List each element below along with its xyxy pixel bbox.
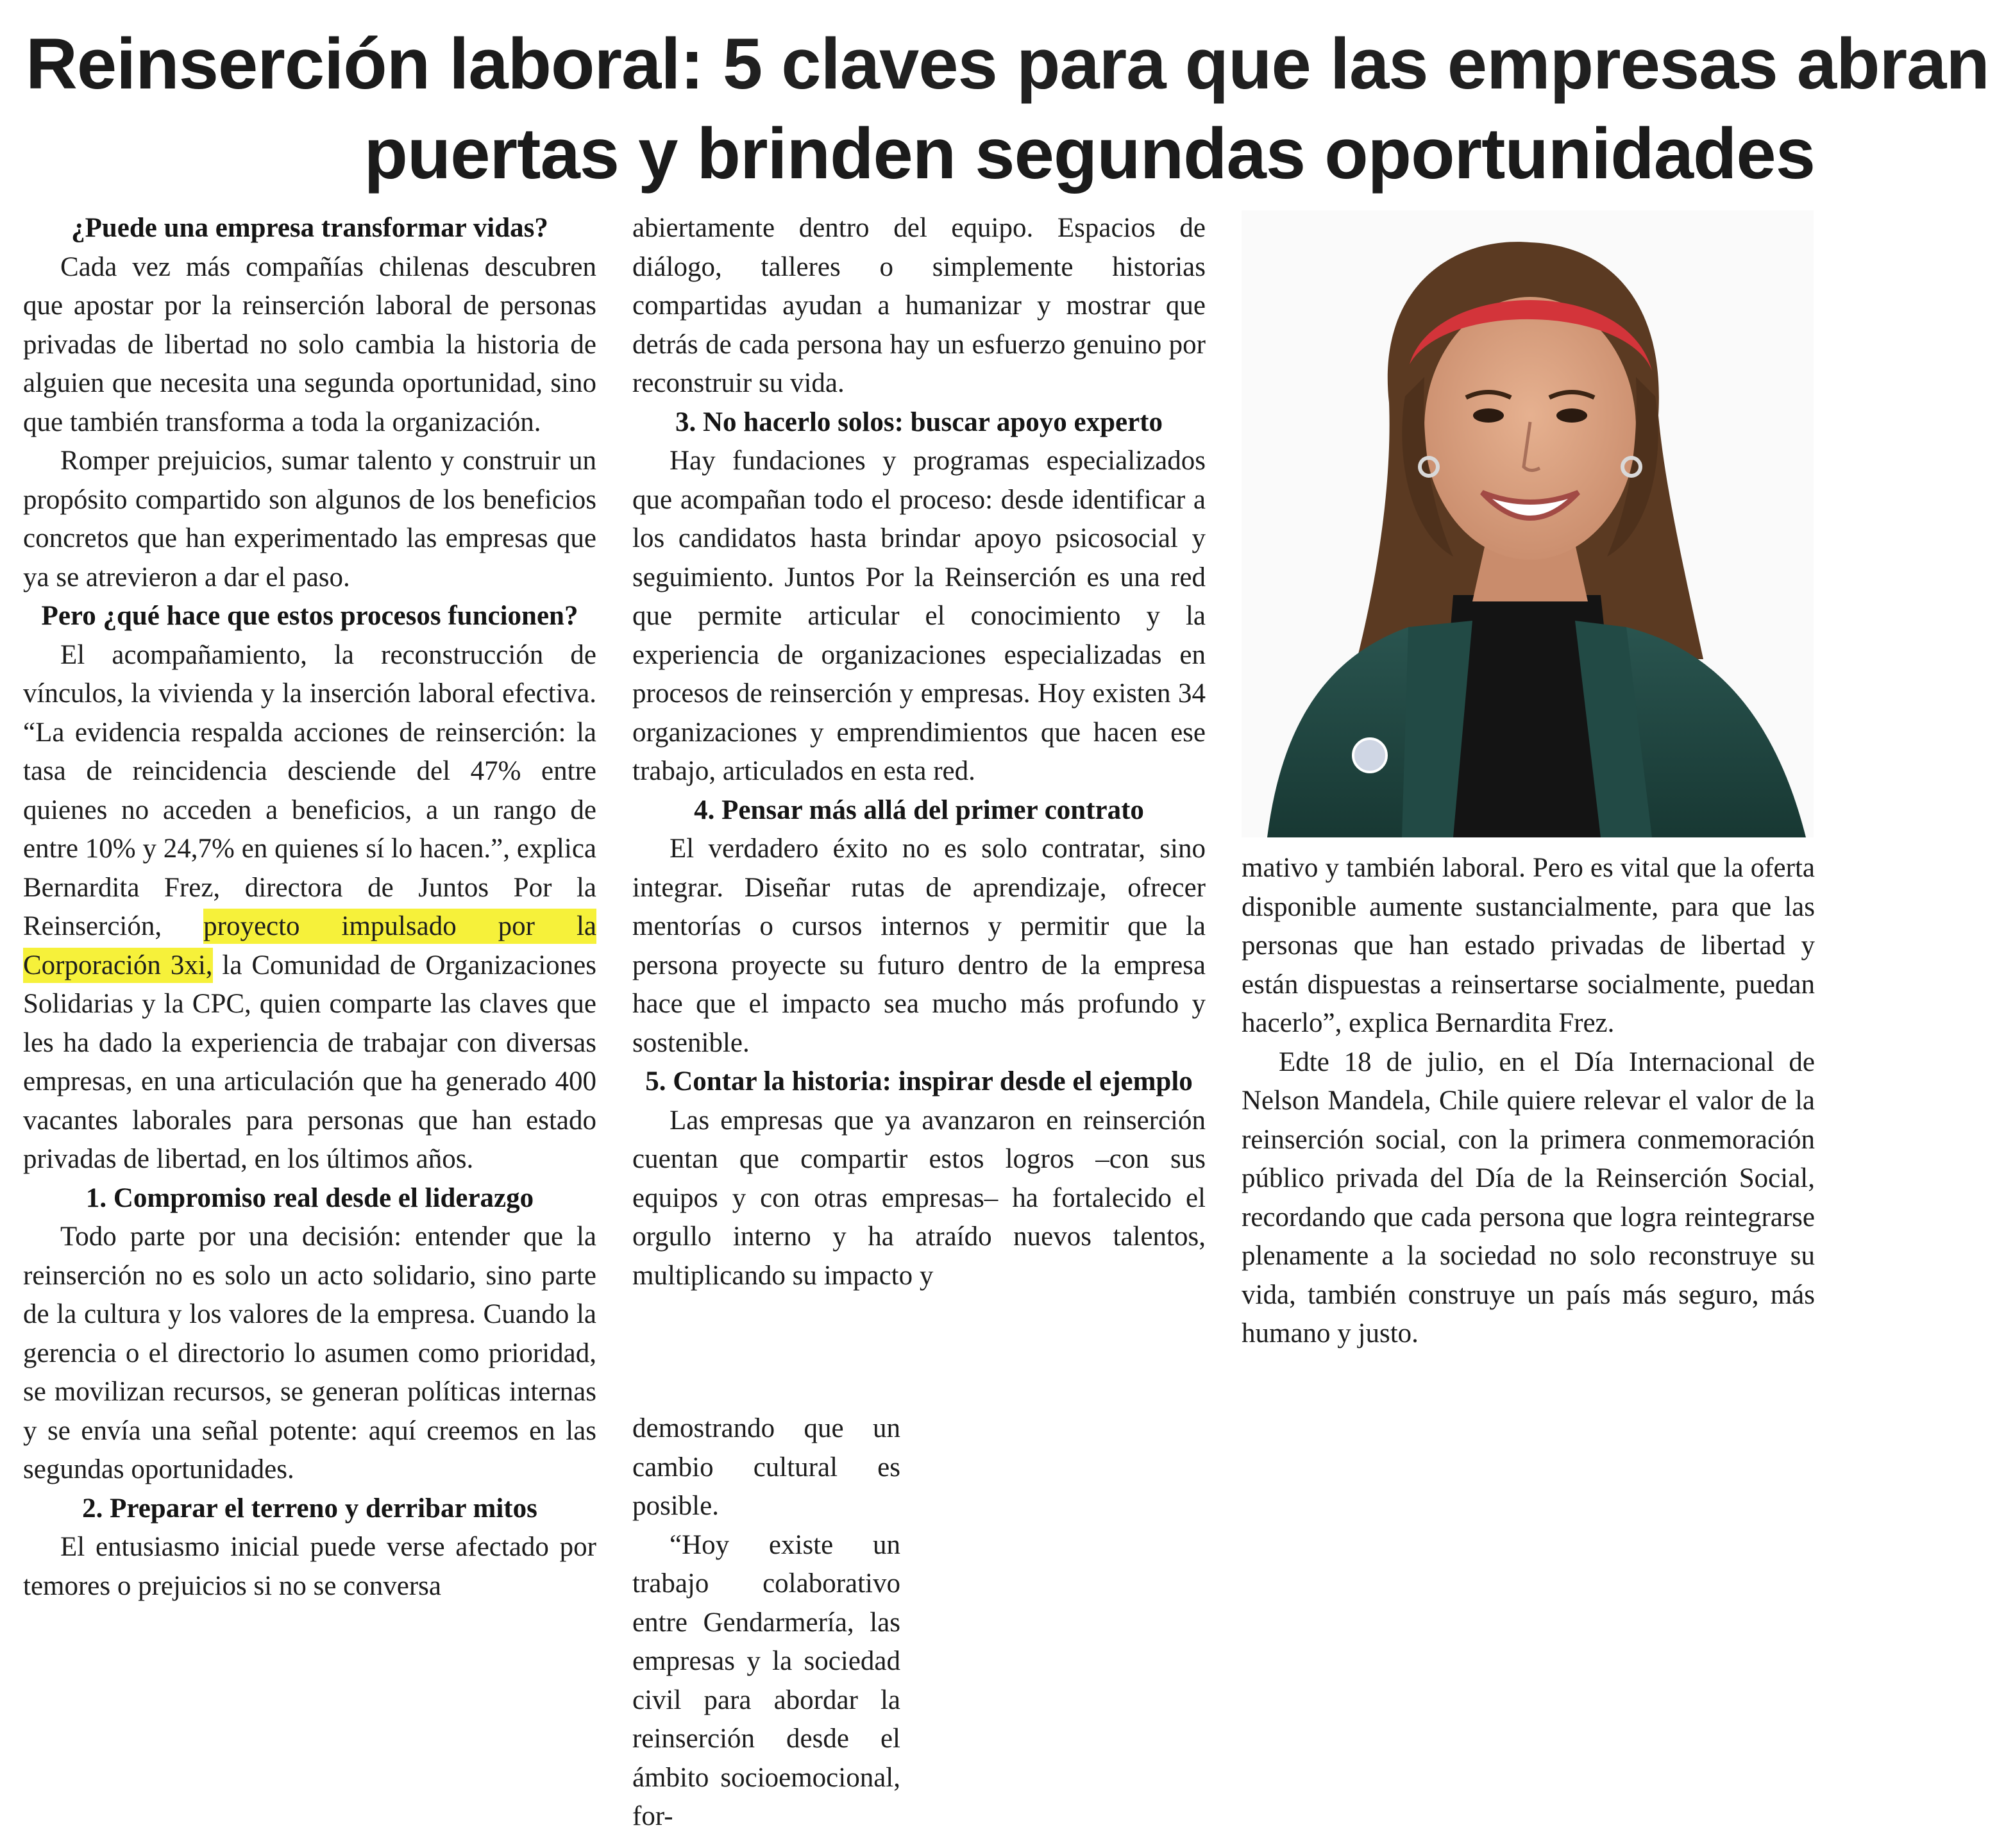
paragraph: “Hoy existe un trabajo colaborativo entre Gendarmería, las empresas y la sociedad civil para abordar la reinserción desde el ámbito socioemocional, for- (632, 1529, 900, 1831)
subheading-key-5: 5. Contar la historia: inspirar desde el ejemplo (645, 1066, 1193, 1096)
article-headline (26, 19, 1989, 199)
subheading-key-2: 2. Preparar el terreno y derribar mitos (82, 1493, 537, 1524)
paragraph-with-highlight (23, 636, 596, 1179)
paragraph: Cada vez más compañías chilenas descubren que apostar por la reinserción laboral de personas privadas de libertad no solo cambia la historia de alguien que necesita una segunda oportunidad, sino que también transforma a toda la organización. (23, 251, 596, 437)
subheading-key-3: 3. No hacerlo solos: buscar apoyo experto (675, 407, 1163, 437)
headline-bold: Reinserción laboral: (26, 24, 704, 104)
paragraph-text: la Comunidad de Organizaciones Solidarias y la CPC, quien comparte las claves que les ha dado la experiencia de trabajar con diversas empresas, en una articulación que ha generado 400 vacantes laborales para personas que han estado privadas de libertad, en los últimos años. (23, 950, 597, 1174)
paragraph: demostrando que un cambio cultural es posible. (632, 1413, 900, 1521)
subheading-key-1: 1. Compromiso real desde el liderazgo (85, 1182, 534, 1213)
paragraph: mativo y también laboral. Pero es vital que la oferta disponible aumente sustancialmente, para que las personas que han estado privadas de libertad y están dispuestas a reinsertarse socialmente, puedan hacerlo”, explica Bernardita Frez. (1242, 853, 1815, 1038)
subheading-intro: ¿Puede una empresa transformar vidas? (71, 213, 548, 243)
paragraph: El entusiasmo inicial puede verse afectado por temores o prejuicios si no se conversa (23, 1532, 596, 1601)
portrait-photo (1242, 210, 1814, 837)
article-column-1 (23, 209, 596, 1606)
paragraph: abiertamente dentro del equipo. Espacios de diálogo, talleres o simplemente historias compartidas ayudan a humanizar y mostrar que detrás de cada persona hay un esfuerzo genuino por reconstruir su vida. (632, 213, 1206, 398)
subheading-procesos: Pero ¿qué hace que estos procesos funcionen? (41, 601, 578, 631)
headline-line-2: puertas y brinden segundas oportunidades (364, 113, 1815, 194)
headline-rest: 5 claves para que las empresas abran (722, 24, 1989, 104)
subheading-key-4: 4. Pensar más allá del primer contrato (694, 794, 1144, 825)
article-column-2 (632, 209, 1206, 1295)
paragraph: Todo parte por una decisión: entender que la reinserción no es solo un acto solidario, sino parte de la cultura y los valores de la empresa. Cuando la gerencia o el directorio lo asumen como prioridad, se movilizan recursos, se generan políticas internas y se envía una señal potente: aquí creemos en las segundas oportunidades. (23, 1222, 596, 1484)
headline-line-1 (26, 19, 1989, 109)
article-column-3 (1242, 849, 1815, 1354)
paragraph-text: El acompañamiento, la reconstrucción de vínculos, la vivienda y la inserción laboral efectiva. “La evidencia respalda acciones de reinserción: la tasa de reincidencia desciende del 47% entre quienes no acceden a beneficios, a un rango de entre 10% y 24,7% en quienes sí lo hacen.”, explica Bernardita Frez, directora de Juntos Por la Reinserción, (23, 639, 596, 941)
paragraph: El verdadero éxito no es solo contratar, sino integrar. Diseñar rutas de aprendizaje, ofrecer mentorías o cursos internos y permitir que la persona proyecte su futuro dentro de la empresa hace que el impacto sea mucho más profundo y sostenible. (632, 834, 1206, 1058)
article-column-2-narrow (632, 1409, 900, 1836)
paragraph: Las empresas que ya avanzaron en reinserción cuentan que compartir estos logros –con sus equipos y con otras empresas– ha fortalecido el orgullo interno y ha atraído nuevos talentos, multiplicando su impacto y (632, 1105, 1206, 1291)
portrait-illustration (1242, 210, 1814, 837)
highlighted-text: proyecto impulsado por la Corporación 3xi, (23, 909, 596, 983)
paragraph: Edte 18 de julio, en el Día Internacional de Nelson Mandela, Chile quiere relevar el valor de la reinserción social, con la primera conmemoración público privada del Día de la Reinserción Social, recordando que cada persona que logra reintegrarse plenamente a la sociedad no solo reconstruye su vida, también construye un país más seguro, más humano y justo. (1242, 1046, 1815, 1348)
paragraph: Hay fundaciones y programas especializados que acompañan todo el proceso: desde identificar a los candidatos hasta brindar apoyo psicosocial y seguimiento. Juntos Por la Reinserción es una red que permite articular el conocimiento y la experiencia de organizaciones especializadas en procesos de reinserción y empresas. Hoy existen 34 organizaciones y emprendimientos que hacen ese trabajo, articulados en esta red. (632, 446, 1206, 786)
paragraph: Romper prejuicios, sumar talento y construir un propósito compartido son algunos de los beneficios concretos que han experimentado las empresas que ya se atrevieron a dar el paso. (23, 446, 596, 592)
